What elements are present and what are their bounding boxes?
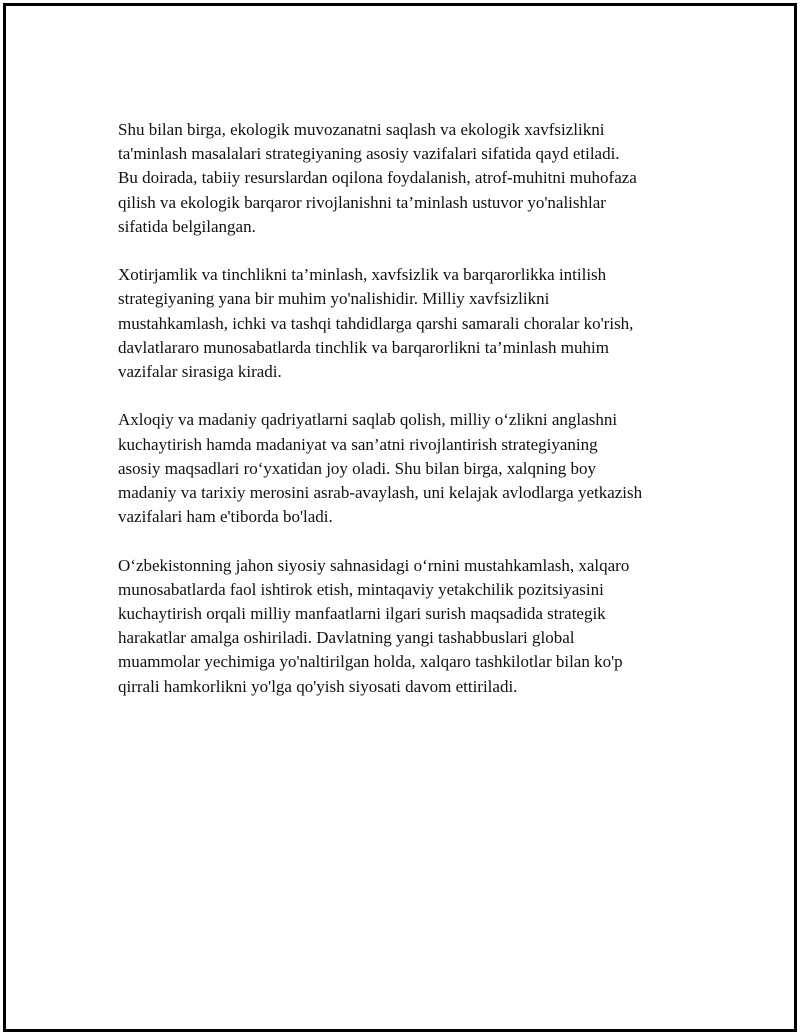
text-line: harakatlar amalga oshiriladi. Davlatning yangi tashabbuslari global [118,628,575,648]
text-line: Axloqiy va madaniy qadriyatlarni saqlab qolish, milliy o‘zlikni anglashni [118,410,618,430]
paragraph-ecology [118,118,708,239]
text-line: strategiyaning yana bir muhim yo'nalishidir. Milliy xavfsizlikni [118,289,550,309]
text-line: kuchaytirish hamda madaniyat va san’atni rivojlantirish strategiyaning [118,434,598,454]
paragraph-culture [118,408,708,529]
text-line: muammolar yechimiga yo'naltirilgan holda, xalqaro tashkilotlar bilan ko'p [118,652,623,672]
paragraph-security [118,263,708,384]
paragraph-foreign-policy [118,554,708,699]
text-line: Xotirjamlik va tinchlikni ta’minlash, xavfsizlik va barqarorlikka intilish [118,265,607,285]
text-line: sifatida belgilangan. [118,216,256,236]
text-line: qilish va ekologik barqaror rivojlanishni ta’minlash ustuvor yo'nalishlar [118,192,606,212]
text-line: vazifalar sirasiga kiradi. [118,362,282,382]
text-line: munosabatlarda faol ishtirok etish, mintaqaviy yetakchilik pozitsiyasini [118,579,604,599]
text-line: madaniy va tarixiy merosini asrab-avaylash, uni kelajak avlodlarga yetkazish [118,483,643,503]
text-line: ta'minlash masalalari strategiyaning asosiy vazifalari sifatida qayd etiladi. [118,144,620,164]
text-line: qirrali hamkorlikni yo'lga qo'yish siyosati davom ettiriladi. [118,676,518,696]
text-line: davlatlararo munosabatlarda tinchlik va barqarorlikni ta’minlash muhim [118,337,609,357]
text-line: mustahkamlash, ichki va tashqi tahdidlarga qarshi samarali choralar ko'rish, [118,313,634,333]
text-line: Shu bilan birga, ekologik muvozanatni saqlash va ekologik xavfsizlikni [118,120,605,139]
text-line: asosiy maqsadlari ro‘yxatidan joy oladi. Shu bilan birga, xalqning boy [118,458,596,478]
text-line: Bu doirada, tabiiy resurslardan oqilona foydalanish, atrof-muhitni muhofaza [118,168,637,188]
document-body [118,118,708,699]
text-line: vazifalari ham e'tiborda bo'ladi. [118,507,333,527]
text-line: kuchaytirish orqali milliy manfaatlarni ilgari surish maqsadida strategik [118,604,606,624]
text-line: O‘zbekistonning jahon siyosiy sahnasidagi o‘rnini mustahkamlash, xalqaro [118,555,630,575]
